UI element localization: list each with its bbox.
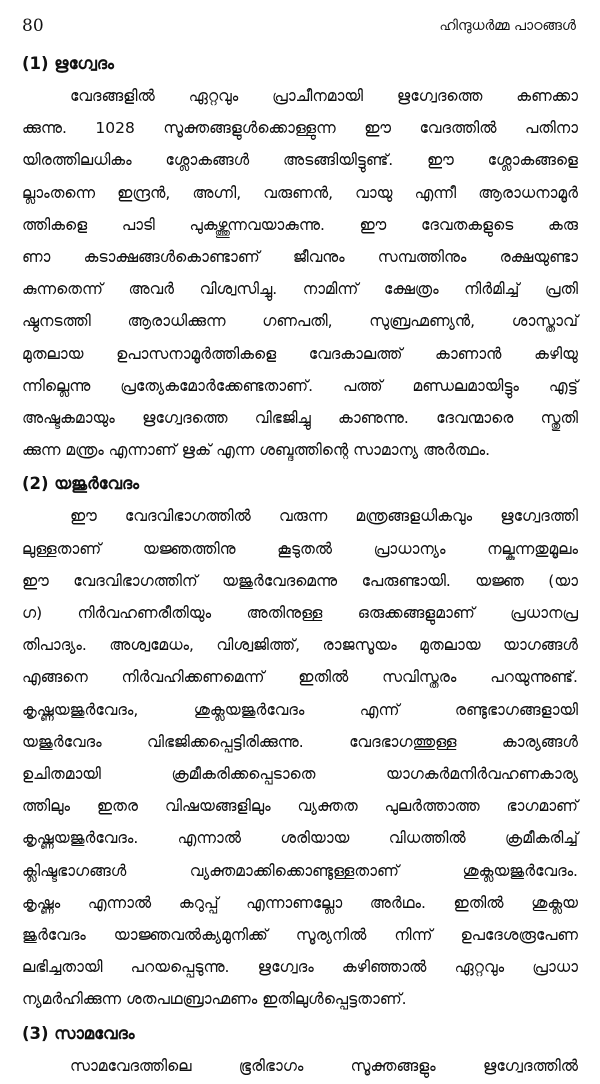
text-line: ക്കുന്ന മന്ത്രം എന്നാണ് ഋക് എന്ന ശബ്ദത്തിന്റെ സാമാന്യ അർത്ഥം. [22,441,491,460]
page-number: 80 [22,16,44,36]
text-line: യിരത്തിലധികം ശ്ലോകങ്ങൾ അടങ്ങിയിട്ടുണ്ട്. ഈ ശ്ലോകങ്ങളെ [22,151,578,170]
text-line: കുന്നതെന്ന് അവർ വിശ്വസിച്ചു. നാമിന്ന് ക്ഷേത്രം നിർമിച്ച് പ്രതി [22,280,578,299]
text-line: ണാ കടാക്ഷങ്ങൾകൊണ്ടാണ് ജീവനും സമ്പത്തിനും രക്ഷയുണ്ടാ [22,248,578,267]
text-line: വേദങ്ങളിൽ ഏറ്റവും പ്രാചീനമായി ഋഗ്വേദത്തെ കണക്കാ [70,87,578,105]
text-line: ത്തിലും ഇതര വിഷയങ്ങളിലും വ്യക്തത പുലർത്താത്ത ഭാഗമാണ് [22,797,578,816]
section-heading: (2) യജുർവേദം [22,474,140,494]
text-line: തിപാദ്യം. അശ്വമേധം, വിശ്വജിത്ത്, രാജസൂയം മുതലായ യാഗങ്ങൾ [22,636,578,655]
text-line: അഷ്ടകമായും ഋഗ്വേദത്തെ വിഭജിച്ചു കാണുന്നു. ദേവന്മാരെ സ്തുതി [22,409,578,428]
text-line: ന്നില്ലെന്നു പ്രത്യേകമോർക്കേണ്ടതാണ്. പത്ത് മണ്ഡലമായിട്ടും എട്ട് [22,376,578,395]
text-line: ത്തികളെ പാടി പുകഴ്ത്തുന്നവയാകുന്നു. ഈ ദേവതകളുടെ കരു [22,215,578,234]
text-line: ഈ വേദവിഭാഗത്തിന് യജുർവേദമെന്നു പേരുണ്ടായി. യജ്ഞ (യാ [22,571,578,590]
page-body [22,46,578,1084]
text-line: മുതലായ ഉപാസനാമൂർത്തികളെ വേദകാലത്ത് കാണാൻ കഴിയു [22,344,578,363]
text-line: ക്ലിഷ്ടഭാഗങ്ങൾ വ്യക്തമാക്കിക്കൊണ്ടുള്ളതാണ് ശുക്ലയജുർവേദം. [22,861,578,880]
section-heading: (1) ഋഗ്വേദം [22,54,114,73]
section-rigveda [22,48,578,466]
text-line: യജുർവേദം വിഭജിക്കപ്പെട്ടിരിക്കുന്നു. വേദഭാഗത്തുള്ള കാര്യങ്ങൾ [22,732,578,751]
text-line: ജുർവേദം യാജ്ഞവൽക്യമുനിക്ക് സൂര്യനിൽ നിന്ന് ഉപദേശരൂപേണ [22,926,578,945]
text-line: ലഭിച്ചതായി പറയപ്പെടുന്നു. ഋഗ്വേദം കഴിഞ്ഞാൽ ഏറ്റവും പ്രാധാ [22,958,578,977]
text-line: ന്യമർഹിക്കുന്ന ശതപഥബ്രാഹ്മണം ഇതിലുൾപ്പെട്ടതാണ്. [22,990,407,1009]
text-line: സാമവേദത്തിലെ ഭൂരിഭാഗം സൂക്തങ്ങളും ഋഗ്വേദത്തിൽ [70,1056,578,1075]
text-line: ലുള്ളതാണ് യജ്ഞത്തിനു കൂടുതൽ പ്രാധാന്യം നല്കുന്നതുമൂലം [22,539,578,558]
paragraph [22,500,578,1015]
text-line: ഷ്ഠനടത്തി ആരാധിക്കുന്ന ഗണപതി, സുബ്രഹ്മണ്യൻ, ശാസ്താവ് [22,312,578,331]
paragraph [22,1050,578,1082]
page-header [22,14,576,38]
section-samaveda [22,1018,578,1082]
text-line: ഗ) നിർവഹണരീതിയും അതിനുള്ള ഒരുക്കങ്ങളുമാണ് പ്രധാനപ്ര [22,604,578,623]
text-line: ല്ലാംതന്നെ ഇന്ദ്രൻ, അഗ്നി, വരുണൻ, വായു എന്നീ ആരാധനാമൂർ [22,183,578,202]
section-heading: (3) സാമവേദം [22,1023,135,1043]
paragraph [22,80,578,466]
text-line: കൃഷ്ണയജുർവേദം, ശുക്ലയജുർവേദം എന്ന് രണ്ടുഭാഗങ്ങളായി [22,700,578,719]
running-head: ഹിന്ദുധർമ്മ പാഠങ്ങൾ [439,18,576,34]
text-line: ക്കുന്നു. 1028 സൂക്തങ്ങളുൾക്കൊള്ളുന്ന ഈ വേദത്തിൽ പതിനാ [22,119,578,138]
text-line: ഉചിതമായി ക്രമീകരിക്കപ്പെടാതെ യാഗകർമനിർവഹണകാര്യ [22,765,578,784]
text-line: ഈ വേദവിഭാഗത്തിൽ വരുന്ന മന്ത്രങ്ങളധികവും ഋഗ്വേദത്തി [70,507,578,526]
text-line: കൃഷ്ണം എന്നാൽ കറുപ്പ് എന്നാണല്ലോ അർഥം. ഇതിൽ ശുക്ലയ [22,893,578,912]
text-line: കൃഷ്ണയജുർവേദം. എന്നാൽ ശരിയായ വിധത്തിൽ ക്രമീകരിച്ച് [22,829,578,848]
text-line: എങ്ങനെ നിർവഹിക്കണമെന്ന് ഇതിൽ സവിസ്തരം പറയുന്നുണ്ട്. [22,668,578,687]
section-yajurveda [22,468,578,1015]
